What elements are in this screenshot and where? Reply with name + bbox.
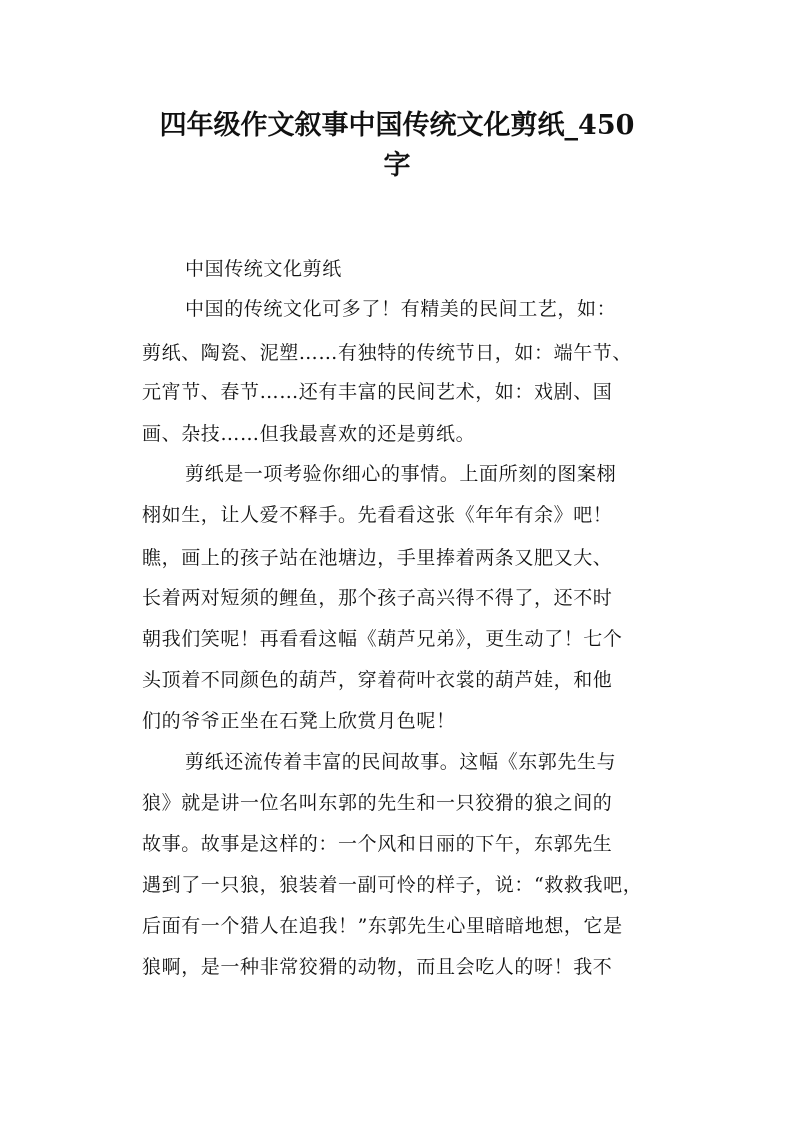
paragraph-line: 瞧，画上的孩子站在池塘边，手里捧着两条又肥又大、 <box>142 547 613 569</box>
paragraph-line: 后面有一个猎人在追我！”东郭先生心里暗暗地想，它是 <box>142 915 623 937</box>
document-title <box>120 106 674 186</box>
paragraph-line: 头顶着不同颜色的葫芦，穿着荷叶衣裳的葫芦娃，和他 <box>142 669 613 691</box>
title-line-1: 四年级作文叙事中国传统文化剪纸_450 <box>159 110 635 141</box>
paragraph-line: 狼啊，是一种非常狡猾的动物，而且会吃人的呀！我不 <box>142 956 613 978</box>
paragraph-line: 遇到了一只狼，狼装着一副可怜的样子，说：“救救我吧， <box>142 874 643 896</box>
paragraph-line: 故事。故事是这样的：一个风和日丽的下午，东郭先生 <box>142 833 613 855</box>
paragraph-line: 元宵节、春节……还有丰富的民间艺术，如：戏剧、国 <box>142 381 613 403</box>
paragraph-line: 剪纸是一项考验你细心的事情。上面所刻的图案栩 <box>185 463 617 485</box>
paragraph-line: 狼》就是讲一位名叫东郭的先生和一只狡猾的狼之间的 <box>142 792 613 814</box>
paragraph-line: 栩如生，让人爱不释手。先看看这张《年年有余》吧！ <box>142 504 613 526</box>
paragraph-line: 剪纸还流传着丰富的民间故事。这幅《东郭先生与 <box>185 751 617 773</box>
section-heading: 中国传统文化剪纸 <box>185 258 342 280</box>
paragraph-line: 中国的传统文化可多了！有精美的民间工艺，如： <box>185 298 617 320</box>
paragraph-line: 剪纸、陶瓷、泥塑……有独特的传统节日，如：端午节、 <box>142 342 633 364</box>
paragraph-line: 们的爷爷正坐在石凳上欣赏月色呢！ <box>142 710 456 732</box>
paragraph-line: 朝我们笑呢！再看看这幅《葫芦兄弟》，更生动了！七个 <box>142 628 623 650</box>
paragraph-line: 画、杂技……但我最喜欢的还是剪纸。 <box>142 423 476 445</box>
title-line-2: 字 <box>383 150 411 181</box>
paragraph-line: 长着两对短须的鲤鱼，那个孩子高兴得不得了，还不时 <box>142 587 613 609</box>
